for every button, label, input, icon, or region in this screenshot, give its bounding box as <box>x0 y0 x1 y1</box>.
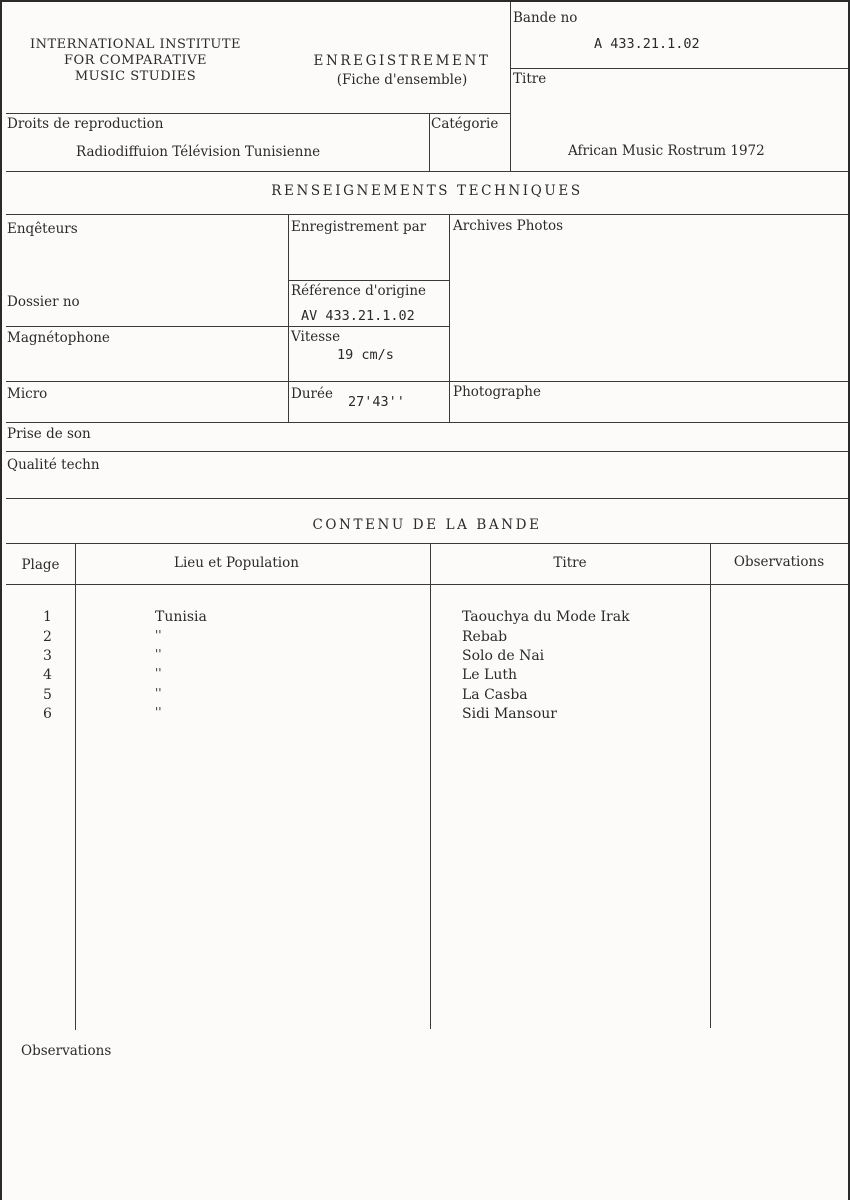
divider <box>6 543 848 544</box>
divider <box>6 498 848 499</box>
divider <box>6 171 848 172</box>
divider <box>288 214 289 423</box>
column-header-plage: Plage <box>21 557 60 573</box>
bande-label: Bande no <box>513 10 578 26</box>
record-card <box>2 2 848 1200</box>
divider <box>288 280 449 281</box>
reference-label: Référence d'origine <box>291 283 427 299</box>
titre-value[interactable]: African Music Rostrum 1972 <box>568 143 765 159</box>
droits-label: Droits de reproduction <box>7 116 164 132</box>
divider <box>6 422 848 423</box>
row-lieu: '' <box>155 686 162 700</box>
observations-label: Observations <box>21 1043 112 1059</box>
row-titre: La Casba <box>462 687 528 703</box>
archives-photos-label: Archives Photos <box>453 218 563 234</box>
form-subtitle: (Fiche d'ensemble) <box>336 72 468 88</box>
row-plage: 6 <box>43 706 52 722</box>
divider <box>429 113 430 171</box>
institute-line-2: FOR COMPARATIVE <box>63 53 208 68</box>
row-plage: 1 <box>43 609 52 625</box>
bande-value[interactable]: A 433.21.1.02 <box>594 36 700 52</box>
divider <box>75 543 76 1030</box>
photographe-label: Photographe <box>453 384 541 400</box>
row-titre: Taouchya du Mode Irak <box>462 609 630 625</box>
row-titre: Le Luth <box>462 667 517 683</box>
enregistrement-par-label: Enregistrement par <box>291 219 427 235</box>
row-titre: Solo de Nai <box>462 648 545 664</box>
divider <box>510 2 511 171</box>
duree-value[interactable]: 27'43'' <box>348 394 405 410</box>
divider <box>6 214 848 215</box>
qualite-techn-label: Qualité techn <box>7 457 100 473</box>
institute-line-3: MUSIC STUDIES <box>74 69 197 84</box>
row-titre: Sidi Mansour <box>462 706 557 722</box>
vitesse-label: Vitesse <box>291 329 341 345</box>
technical-heading: RENSEIGNEMENTS TECHNIQUES <box>271 183 583 199</box>
row-lieu: '' <box>155 705 162 719</box>
row-lieu: Tunisia <box>155 609 207 625</box>
vitesse-value[interactable]: 19 cm/s <box>337 347 394 363</box>
divider <box>6 326 449 327</box>
column-header-titre: Titre <box>553 555 587 571</box>
row-lieu: '' <box>155 647 162 661</box>
titre-label: Titre <box>513 71 547 87</box>
column-header-lieu: Lieu et Population <box>174 555 299 571</box>
row-lieu: '' <box>155 628 162 642</box>
row-titre: Rebab <box>462 629 508 645</box>
magnetophone-label: Magnétophone <box>7 330 110 346</box>
divider <box>6 381 848 382</box>
divider <box>510 68 848 69</box>
reference-value[interactable]: AV 433.21.1.02 <box>301 308 415 324</box>
form-title: ENREGISTREMENT <box>313 53 491 69</box>
divider <box>430 543 431 1029</box>
divider <box>6 584 848 585</box>
dossier-label: Dossier no <box>7 294 80 310</box>
divider <box>6 113 510 114</box>
contents-heading: CONTENU DE LA BANDE <box>312 517 542 533</box>
divider <box>6 451 848 452</box>
enqueteurs-label: Enqêteurs <box>7 221 78 237</box>
droits-value[interactable]: Radiodiffuion Télévision Tunisienne <box>76 144 321 160</box>
institute-name <box>8 37 263 85</box>
micro-label: Micro <box>7 386 48 402</box>
column-header-observations: Observations <box>733 554 825 570</box>
duree-label: Durée <box>291 386 333 402</box>
row-plage: 2 <box>43 629 52 645</box>
categorie-label: Catégorie <box>431 116 499 132</box>
row-lieu: '' <box>155 666 162 680</box>
institute-line-1: INTERNATIONAL INSTITUTE <box>29 37 241 52</box>
divider <box>449 214 450 423</box>
row-plage: 3 <box>43 648 52 664</box>
row-plage: 4 <box>43 667 52 683</box>
divider <box>710 543 711 1028</box>
prise-de-son-label: Prise de son <box>7 426 91 442</box>
row-plage: 5 <box>43 687 52 703</box>
